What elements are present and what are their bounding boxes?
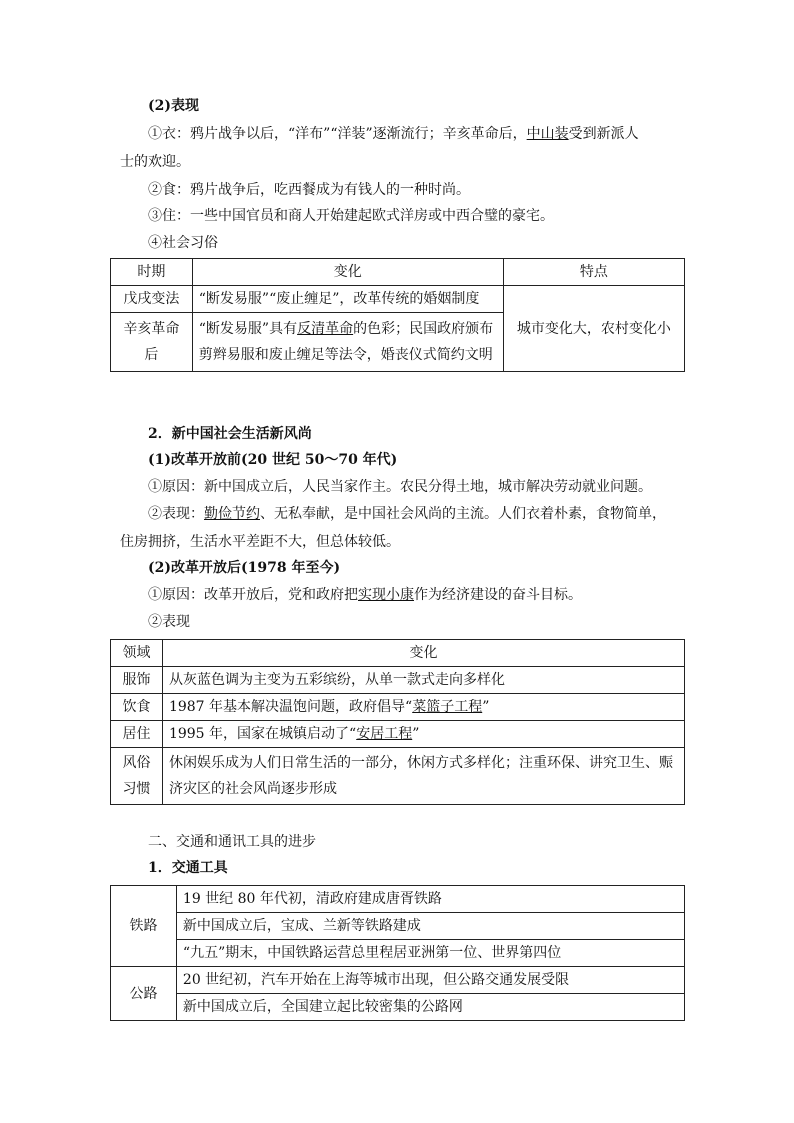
field-cell: 居住 bbox=[111, 721, 163, 748]
category-cell: 公路 bbox=[111, 967, 177, 1021]
detail-cell: 19 世纪 80 年代初，清政府建成唐胥铁路 bbox=[176, 886, 684, 913]
text: 1987 年基本解决温饱问题，政府倡导“ bbox=[168, 699, 413, 715]
text: ②表现： bbox=[148, 506, 204, 522]
text: “断发易服”具有 bbox=[198, 321, 298, 337]
table-row bbox=[111, 694, 685, 721]
table-row bbox=[111, 913, 685, 940]
underlined-term: 实现小康 bbox=[358, 587, 414, 603]
field-cell: 服饰 bbox=[111, 667, 163, 694]
paragraph-clothes-cont: 士的欢迎。 bbox=[120, 154, 190, 170]
table-row bbox=[111, 994, 685, 1021]
text: 1995 年，国家在城镇启动了“ bbox=[168, 726, 357, 742]
change-cell: “断发易服”“废止缠足”，改革传统的婚姻制度 bbox=[192, 286, 503, 313]
detail-cell: 20 世纪初，汽车开始在上海等城市出现，但公路交通发展受限 bbox=[176, 967, 684, 994]
underlined-term: 反清革命 bbox=[297, 321, 354, 337]
field-cell: 饮食 bbox=[111, 694, 163, 721]
paragraph-house: ③住：一些中国官员和商人开始建起欧式洋房或中西合璧的豪宅。 bbox=[148, 208, 554, 224]
change-cell: 休闲娱乐成为人们日常生活的一部分，休闲方式多样化；注重环保、讲究卫生、赈济灾区的社会风尚逐步形成 bbox=[162, 748, 684, 805]
table-row bbox=[111, 667, 685, 694]
table-row bbox=[111, 748, 685, 805]
header-cell: 变化 bbox=[192, 259, 503, 286]
text: ” bbox=[412, 726, 420, 742]
subsection-title: (1)改革开放前(20 世纪 50～70 年代) bbox=[148, 452, 398, 468]
text: 的色彩；民国政府颁布剪辫易服和废止缠足等法令，婚丧仪式简约文明 bbox=[198, 321, 494, 363]
text: 受到新派人 bbox=[568, 126, 639, 142]
table-row bbox=[111, 721, 685, 748]
subsection-title: 1．交通工具 bbox=[148, 860, 228, 876]
change-cell bbox=[162, 694, 684, 721]
underlined-term: 勤俭节约 bbox=[204, 506, 260, 522]
category-cell: 铁路 bbox=[111, 886, 177, 967]
paragraph-show1-cont: 住房拥挤，生活水平差距不大，但总体较低。 bbox=[120, 534, 400, 550]
period-cell: 戊戌变法 bbox=[111, 286, 193, 313]
transport-table bbox=[110, 885, 685, 1021]
reform-life-table bbox=[110, 639, 685, 805]
period-cell: 辛亥革命后 bbox=[111, 313, 193, 372]
text: ①原因：改革开放后，党和政府把 bbox=[148, 587, 358, 603]
underlined-term: 中山装 bbox=[526, 126, 569, 142]
change-cell bbox=[162, 721, 684, 748]
text: ” bbox=[482, 699, 490, 715]
table-row bbox=[111, 886, 685, 913]
section-title: 二、交通和通讯工具的进步 bbox=[148, 834, 316, 850]
detail-cell: “九五”期末，中国铁路运营总里程居亚洲第一位、世界第四位 bbox=[176, 940, 684, 967]
table-row bbox=[111, 286, 685, 313]
paragraph-custom: ④社会习俗 bbox=[148, 235, 218, 251]
detail-cell: 新中国成立后，全国建立起比较密集的公路网 bbox=[176, 994, 684, 1021]
paragraph-reason2 bbox=[148, 585, 582, 605]
section-title: (2)表现 bbox=[148, 98, 199, 114]
header-cell: 时期 bbox=[111, 259, 193, 286]
table-row bbox=[111, 967, 685, 994]
paragraph-clothes bbox=[148, 124, 639, 144]
underlined-term: 安居工程 bbox=[356, 726, 413, 742]
header-cell: 变化 bbox=[162, 640, 684, 667]
change-cell: 从灰蓝色调为主变为五彩缤纷，从单一款式走向多样化 bbox=[162, 667, 684, 694]
header-cell: 特点 bbox=[503, 259, 684, 286]
paragraph-show1 bbox=[148, 504, 666, 524]
section-title: 2．新中国社会生活新风尚 bbox=[148, 426, 312, 442]
underlined-term: 菜篮子工程 bbox=[412, 699, 483, 715]
change-cell bbox=[192, 313, 503, 372]
text: 作为经济建设的奋斗目标。 bbox=[414, 587, 582, 603]
field-cell: 风俗习惯 bbox=[111, 748, 163, 805]
text: 、无私奉献，是中国社会风尚的主流。人们衣着朴素，食物简单， bbox=[260, 506, 666, 522]
table-header-row bbox=[111, 640, 685, 667]
table-row bbox=[111, 940, 685, 967]
detail-cell: 新中国成立后，宝成、兰新等铁路建成 bbox=[176, 913, 684, 940]
paragraph-show2: ②表现 bbox=[148, 614, 190, 630]
feature-cell: 城市变化大，农村变化小 bbox=[503, 286, 684, 372]
header-cell: 领域 bbox=[111, 640, 163, 667]
paragraph-food: ②食：鸦片战争后，吃西餐成为有钱人的一种时尚。 bbox=[148, 182, 470, 198]
paragraph-reason1: ①原因：新中国成立后，人民当家作主。农民分得土地，城市解决劳动就业问题。 bbox=[148, 479, 652, 495]
table-header-row bbox=[111, 259, 685, 286]
subsection-title: (2)改革开放后(1978 年至今) bbox=[148, 560, 341, 576]
text: ①衣：鸦片战争以后，“洋布”“洋装”逐渐流行；辛亥革命后， bbox=[148, 126, 527, 142]
social-custom-table bbox=[110, 258, 685, 372]
